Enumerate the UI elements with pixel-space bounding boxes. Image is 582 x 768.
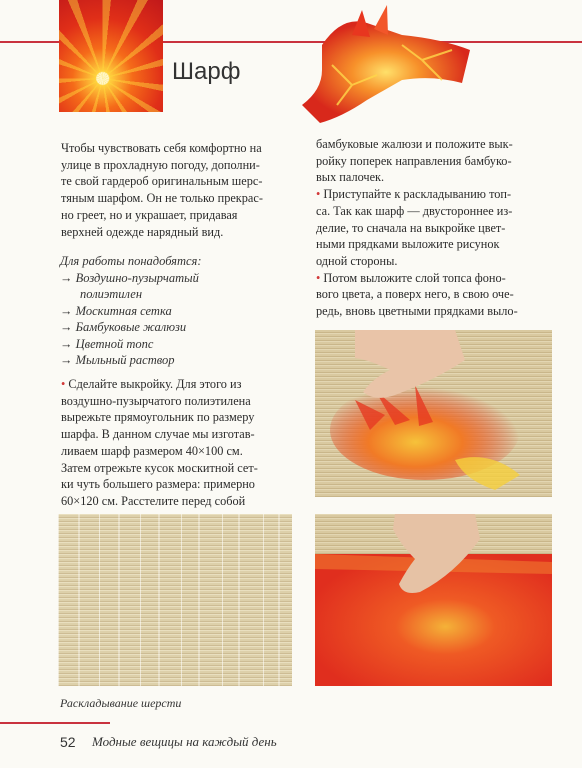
step-bullet: • xyxy=(316,187,321,202)
step-line: вырежьте прямоугольник по размеру xyxy=(61,410,255,425)
text-line: ройку поперек направления бамбуко- xyxy=(316,153,512,168)
felt-flower-photo xyxy=(59,0,163,112)
text-line: бамбуковые жалюзи и положите вык- xyxy=(316,137,513,151)
step-line: воздушно-пузырчатого полиэтилена xyxy=(61,393,251,408)
page-title: Шарф xyxy=(172,58,241,85)
right-column-text xyxy=(316,136,552,320)
footer-rule xyxy=(0,722,110,724)
photo-bamboo-mat xyxy=(58,514,292,686)
text-line: делие, то сначала на выкройке цвет- xyxy=(316,220,506,235)
step-1-paragraph xyxy=(61,376,298,510)
photo-red-felt-art xyxy=(315,514,552,686)
intro-line: тяным шарфом. Он не только прекрас- xyxy=(61,191,263,206)
intro-line: те свой гардероб оригинальным шерс- xyxy=(61,174,263,189)
material-item: → Москитная сетка xyxy=(60,303,172,318)
materials-list xyxy=(60,253,300,369)
photo-laying-wool xyxy=(315,330,552,497)
step-line: Сделайте выкройку. Для этого из xyxy=(65,377,242,391)
text-line: вых палочек. xyxy=(316,170,385,185)
intro-line: но греет, но и украшает, придавая xyxy=(61,207,238,222)
text-line: са. Так как шарф — двустороннее из- xyxy=(316,203,513,218)
page-number: 52 xyxy=(60,734,76,750)
intro-line: улице в прохладную погоду, дополни- xyxy=(61,157,260,172)
step-bullet: • xyxy=(316,270,321,285)
material-item: → Бамбуковые жалюзи xyxy=(60,320,187,334)
text-line: одной стороны. xyxy=(316,253,398,268)
step-line: шарфа. В данном случае мы изготав- xyxy=(61,427,255,442)
step-line: 60×120 см. Расстелите перед собой xyxy=(61,493,246,508)
text-line: редь, вновь цветными прядками выло- xyxy=(316,304,518,319)
scarf-photo xyxy=(292,5,478,125)
material-item: → Мыльный раствор xyxy=(60,353,175,367)
photo-caption: Раскладывание шерсти xyxy=(60,696,182,710)
intro-paragraph xyxy=(61,140,298,240)
step-line: Затем отрежьте кусок москитной сет- xyxy=(61,460,258,475)
material-item: → Цветной топс xyxy=(60,336,154,351)
materials-heading: Для работы понадобятся: xyxy=(60,254,202,268)
photo-laying-wool-art xyxy=(315,330,552,497)
material-item-continuation: полиэтилен xyxy=(80,287,143,301)
step-bullet: • xyxy=(61,377,66,391)
step-line: ки чуть большего размера: примерно xyxy=(61,477,255,492)
text-line: вого цвета, а поверх него, в свою оче- xyxy=(316,287,514,302)
intro-line: верхней одежде нарядный вид. xyxy=(61,224,224,239)
material-item: → Воздушно-пузырчатый xyxy=(60,270,199,285)
step-line: ливаем шарф размером 40×100 см. xyxy=(61,443,243,458)
intro-line: Чтобы чувствовать себя комфортно на xyxy=(61,141,262,155)
text-line: Потом выложите слой топса фоно- xyxy=(320,270,506,285)
book-title: Модные вещицы на каждый день xyxy=(92,734,277,749)
text-line: ными прядками выложите рисунок xyxy=(316,237,500,252)
text-line: Приступайте к раскладыванию топ- xyxy=(320,187,512,202)
photo-red-felt xyxy=(315,514,552,686)
